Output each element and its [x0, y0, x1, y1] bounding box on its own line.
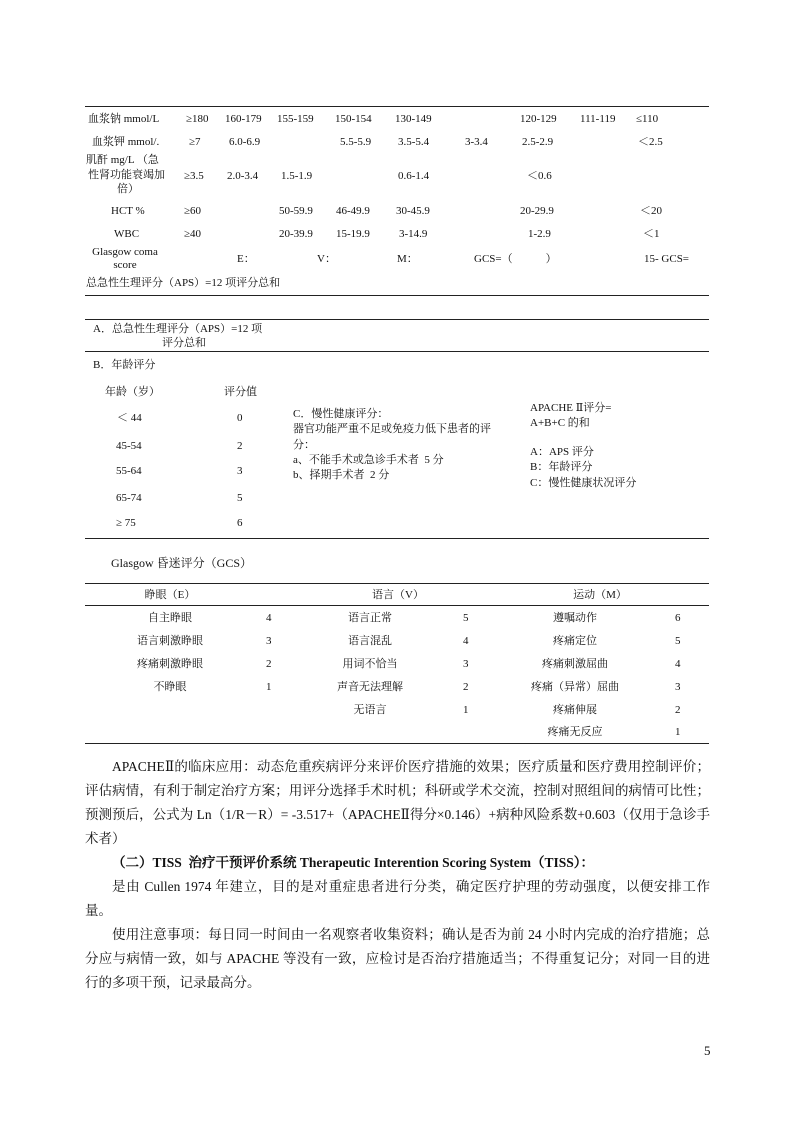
tiss-intro-paragraph: 是由 Cullen 1974 年建立，目的是对重症患者进行分类，确定医疗护理的劳动强度，以便安排工作量。 — [85, 879, 710, 918]
eye-item: 自主睁眼 — [148, 612, 192, 624]
cell: 3.5-5.4 — [398, 136, 430, 148]
row-label-line: 肌酐 mg/L （急 — [86, 154, 159, 166]
verbal-item: 语言正常 — [348, 612, 392, 624]
page-number: 5 — [704, 1043, 711, 1058]
cell: 160-179 — [225, 113, 262, 125]
age-score: 2 — [237, 440, 243, 452]
row-label-line: Glasgow coma — [92, 246, 158, 258]
gcs-table-bottom-rule — [85, 743, 709, 744]
cell: 130-149 — [395, 113, 432, 125]
cell: ≥60 — [184, 205, 202, 217]
age-score: 5 — [237, 492, 243, 504]
cell: ≥40 — [184, 228, 202, 240]
cell: ≤110 — [636, 113, 659, 125]
cell: 0.6-1.4 — [398, 170, 430, 182]
tiss-heading: （二）TISS 治疗干预评价系统 Therapeutic Interention Scoring System（TISS）： — [112, 855, 595, 870]
chronic-line: 器官功能严重不足或免疫力低下患者的评 — [293, 423, 491, 435]
age-header: 年龄（岁） — [105, 386, 160, 398]
legend-line: A：APS 评分 — [530, 446, 594, 458]
gcs-header-motor: 运动（M） — [573, 589, 627, 601]
cell: 5.5-5.9 — [340, 136, 372, 148]
row-label-line: score — [113, 259, 137, 271]
age-score: 3 — [237, 465, 243, 477]
cell: ≥7 — [189, 136, 201, 148]
eye-item: 不睁眼 — [153, 681, 187, 693]
row-label-line: 倍） — [117, 183, 139, 195]
aps-total-label: 总急性生理评分（APS）=12 项评分总和 — [86, 277, 281, 289]
age-value: ＜ 44 — [117, 412, 142, 424]
gcs-table-top-rule — [85, 583, 709, 584]
cell: 20-39.9 — [279, 228, 313, 240]
cell: 46-49.9 — [336, 205, 370, 217]
eye-item: 语言刺激睁眼 — [137, 635, 203, 647]
age-score: 0 — [237, 412, 243, 424]
summary-table-bottom-rule — [85, 538, 709, 539]
cell: 6.0-6.9 — [229, 136, 261, 148]
age-value: 45-54 — [116, 440, 142, 452]
aps-table-top-rule — [85, 106, 709, 107]
motor-score: 2 — [675, 704, 681, 716]
section-a-line1: A．总急性生理评分（APS）=12 项 — [93, 323, 263, 335]
apache-line: APACHE Ⅱ评分= — [530, 402, 612, 414]
cell: 2.5-2.9 — [522, 136, 554, 148]
cell: ≥180 — [186, 113, 209, 125]
motor-item: 疼痛无反应 — [547, 726, 603, 738]
cell: ＜2.5 — [638, 136, 663, 148]
cell: 3-3.4 — [465, 136, 488, 148]
motor-score: 6 — [675, 612, 681, 624]
chronic-line: 分： — [293, 439, 315, 451]
cell: 111-119 — [580, 113, 616, 125]
section-a-line2: 评分总和 — [162, 337, 206, 349]
cell: 120-129 — [520, 113, 557, 125]
motor-score: 4 — [675, 658, 681, 670]
chronic-line: b、择期手术者 2 分 — [293, 469, 390, 481]
summary-table-rule — [85, 351, 709, 352]
cell: 20-29.9 — [520, 205, 554, 217]
gcs-total-field: GCS=（ ） — [474, 253, 557, 265]
cell: 30-45.9 — [396, 205, 430, 217]
summary-table-top-rule — [85, 319, 709, 320]
cell: ＜0.6 — [527, 170, 552, 182]
gcs-v-field: V： — [317, 253, 336, 265]
cell: ≥3.5 — [184, 170, 204, 182]
verbal-item: 用词不恰当 — [342, 658, 398, 670]
legend-line: B：年龄评分 — [530, 461, 593, 473]
cell: 150-154 — [335, 113, 372, 125]
age-value: 65-74 — [116, 492, 142, 504]
section-b-title: B．年龄评分 — [93, 359, 156, 371]
motor-item: 疼痛刺激屈曲 — [542, 658, 608, 670]
apache-clinical-paragraph: APACHEⅡ的临床应用：动态危重疾病评分来评价医疗措施的效果；医疗质量和医疗费用控制评价；评估病情，有利于制定治疗方案；用评分选择手术时机；科研或学术交流，控制对照组间的病情可比性；预测预后，公式为 Ln（1/R－R）= -3.517+（APACHEⅡ得分×0.146）+病种风险系数+0.603（仅用于急诊手术者） — [85, 759, 710, 846]
motor-item: 疼痛伸展 — [553, 704, 597, 716]
gcs-result-field: 15- GCS= — [644, 253, 690, 265]
verbal-score: 4 — [463, 635, 469, 647]
verbal-item: 无语言 — [353, 704, 387, 716]
chronic-line: C．慢性健康评分： — [293, 408, 389, 420]
legend-line: C：慢性健康状况评分 — [530, 477, 637, 489]
motor-score: 1 — [675, 726, 681, 738]
cell: 15-19.9 — [336, 228, 370, 240]
gcs-header-verbal: 语言（V） — [372, 589, 424, 601]
motor-item: 疼痛（异常）屈曲 — [531, 681, 619, 693]
aps-table-bottom-rule — [85, 295, 709, 296]
gcs-m-field: M： — [397, 253, 418, 265]
cell: 2.0-3.4 — [227, 170, 259, 182]
gcs-header-rule — [85, 605, 709, 606]
row-label: HCT % — [111, 205, 145, 217]
verbal-score: 1 — [463, 704, 469, 716]
age-value: 55-64 — [116, 465, 142, 477]
eye-score: 1 — [266, 681, 272, 693]
cell: 1.5-1.9 — [281, 170, 313, 182]
eye-item: 疼痛刺激睁眼 — [137, 658, 203, 670]
verbal-score: 5 — [463, 612, 469, 624]
tiss-notes-paragraph: 使用注意事项：每日同一时间由一名观察者收集资料；确认是否为前 24 小时内完成的治疗措施；总分应与病情一致，如与 APACHE 等没有一致，应检讨是否治疗措施适当；不得重复记分；对同一目的进行的多项干预，记录最高分。 — [85, 927, 710, 990]
row-label: 血浆钠 mmol/L — [88, 113, 160, 125]
motor-item: 遵嘱动作 — [553, 612, 597, 624]
row-label-line: 性肾功能衰竭加 — [88, 169, 165, 181]
row-label: WBC — [114, 228, 140, 240]
eye-score: 4 — [266, 612, 272, 624]
gcs-title: Glasgow 昏迷评分（GCS） — [111, 556, 253, 570]
motor-item: 疼痛定位 — [553, 635, 597, 647]
cell: 155-159 — [277, 113, 314, 125]
cell: 3-14.9 — [399, 228, 428, 240]
verbal-score: 2 — [463, 681, 469, 693]
motor-score: 3 — [675, 681, 681, 693]
eye-score: 2 — [266, 658, 272, 670]
row-label: 血浆钾 mmol/. — [92, 136, 160, 148]
verbal-item: 声音无法理解 — [337, 681, 403, 693]
cell: 50-59.9 — [279, 205, 313, 217]
cell: 1-2.9 — [528, 228, 551, 240]
gcs-header-eye: 睁眼（E） — [144, 589, 196, 601]
cell: ＜20 — [640, 205, 662, 217]
age-score: 6 — [237, 517, 243, 529]
gcs-e-field: E： — [237, 253, 255, 265]
apache-line: A+B+C 的和 — [530, 417, 590, 429]
cell: ＜1 — [643, 228, 660, 240]
motor-score: 5 — [675, 635, 681, 647]
chronic-line: a、不能手术或急诊手术者 5 分 — [293, 454, 444, 466]
eye-score: 3 — [266, 635, 272, 647]
verbal-item: 语言混乱 — [348, 635, 392, 647]
age-value: ≥ 75 — [116, 517, 136, 529]
verbal-score: 3 — [463, 658, 469, 670]
score-header: 评分值 — [224, 386, 257, 398]
